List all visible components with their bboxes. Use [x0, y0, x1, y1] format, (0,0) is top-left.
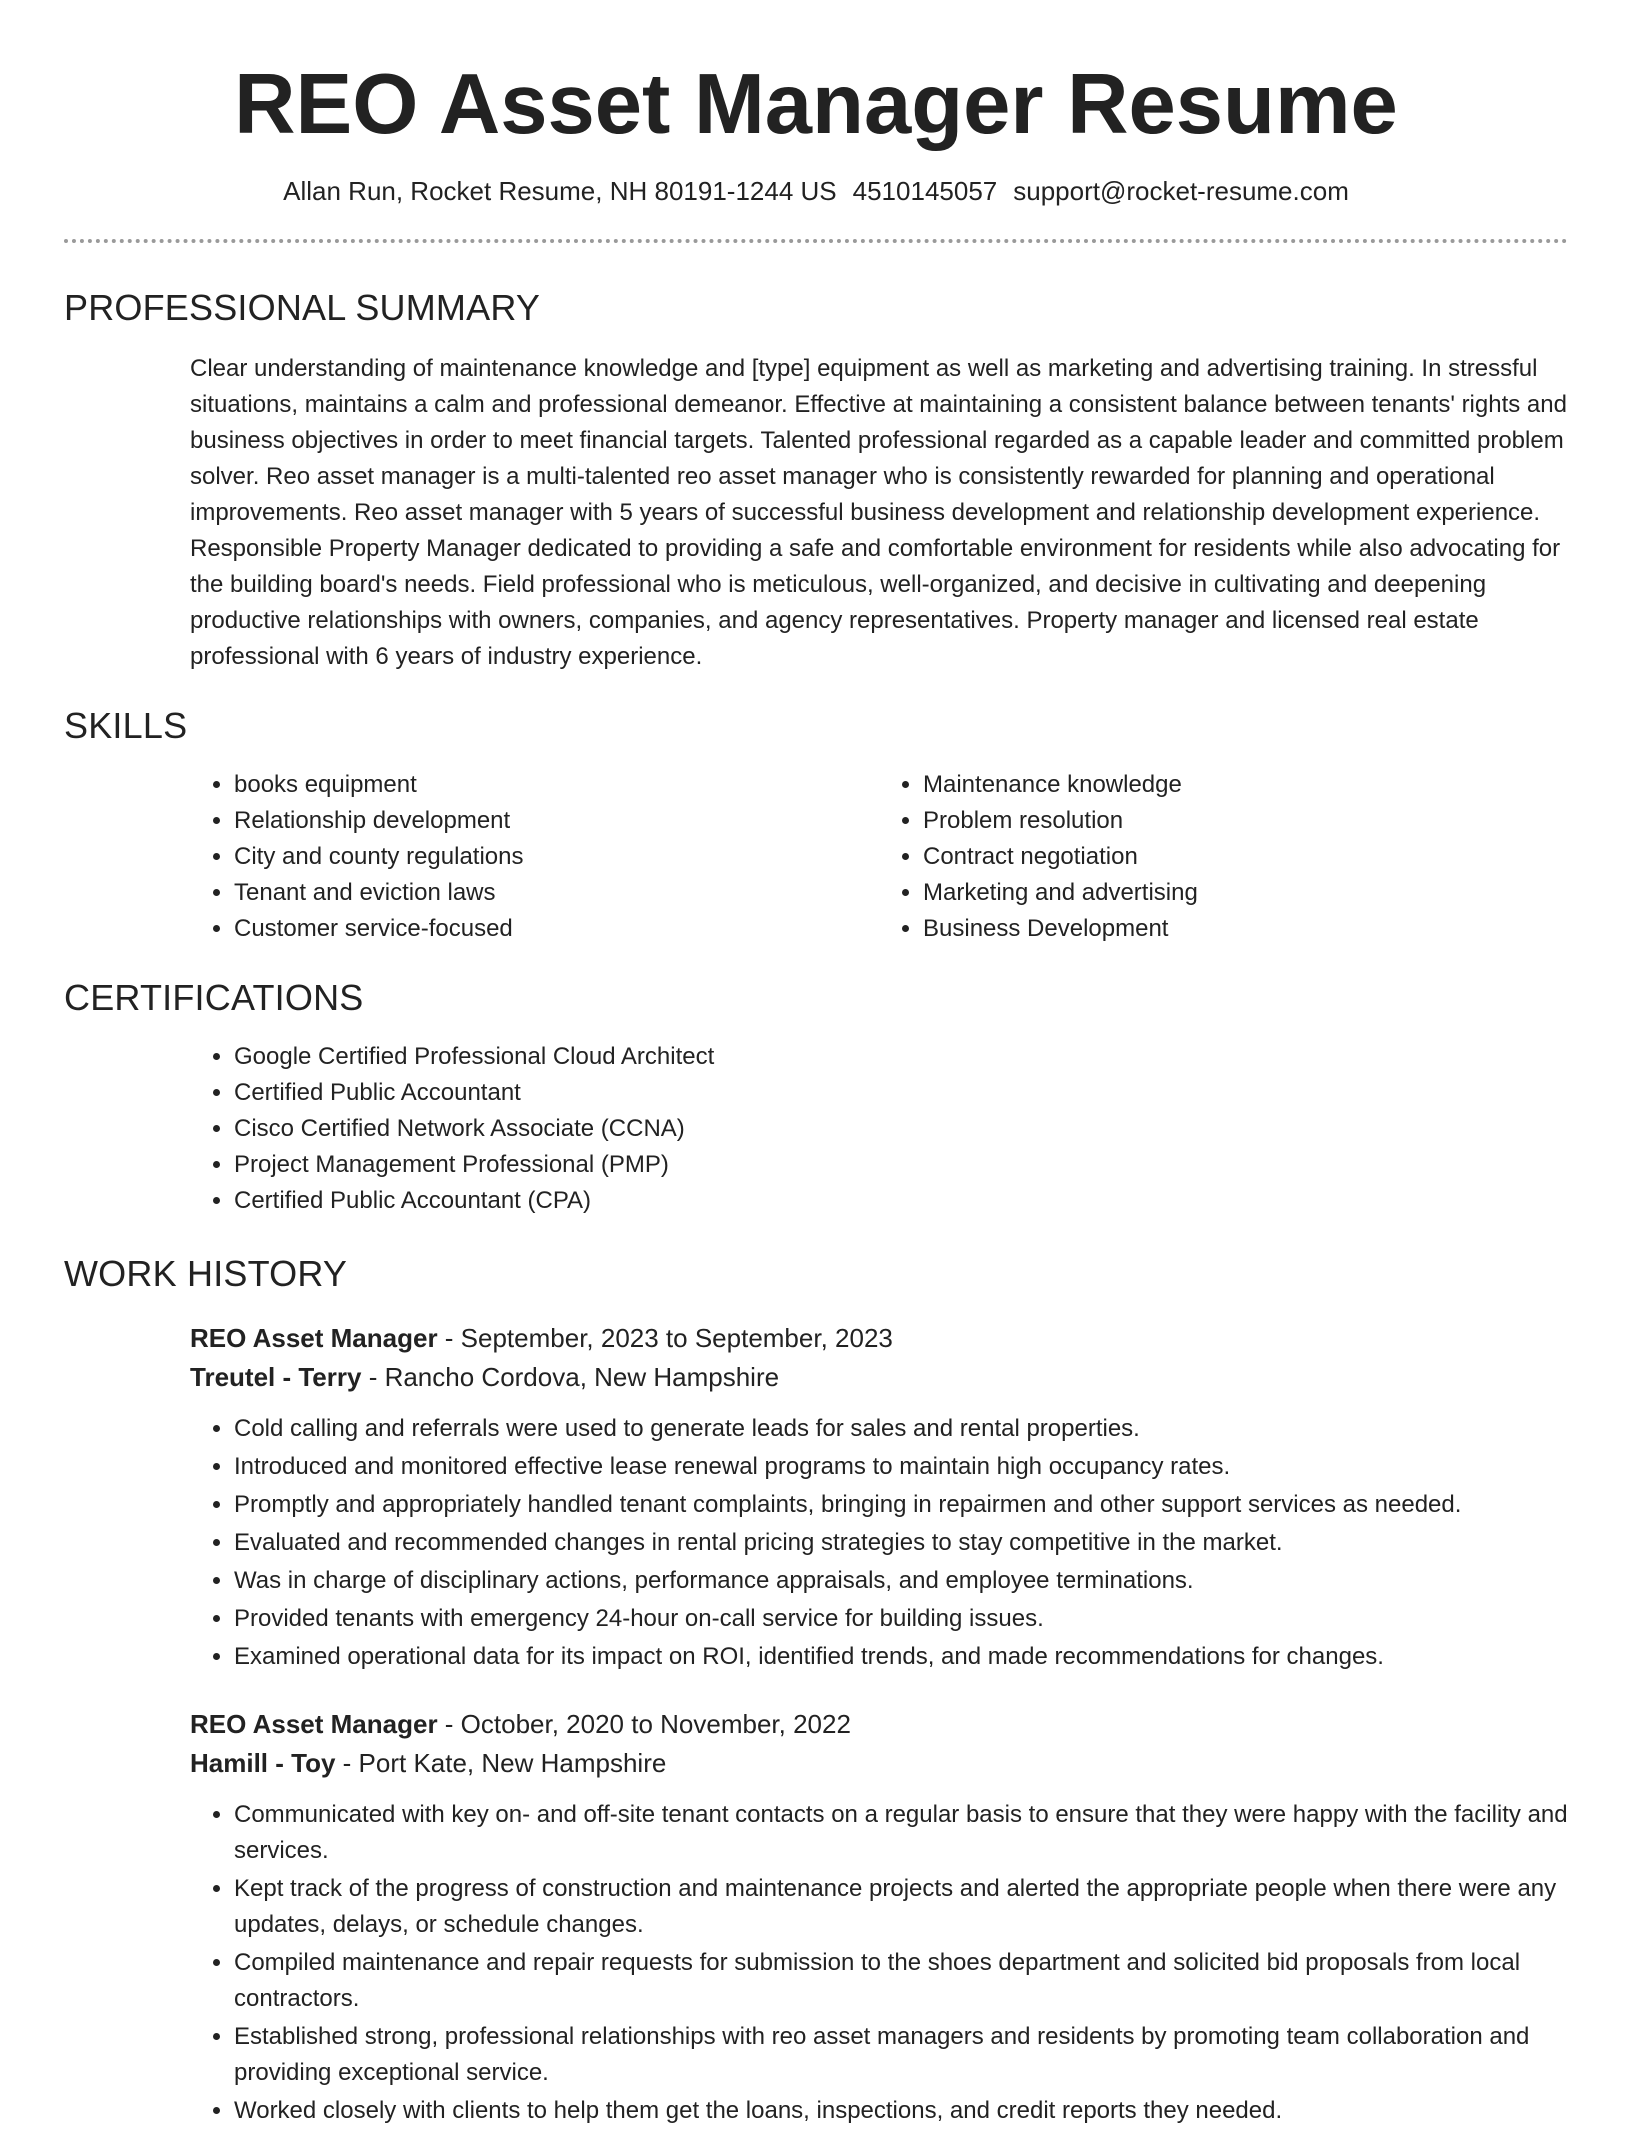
contact-phone: 4510145057 [852, 175, 998, 206]
job-duty-item: • Established strong, professional relationships with reo asset managers and residents by promoting team collaboration and providing exceptional service. [234, 2019, 1568, 2091]
job-duty-item: • Communicated with key on- and off-site tenant contacts on a regular basis to ensure that they were happy with the facility and services. [234, 1797, 1568, 1869]
job-duty-item: • Introduced and monitored effective lease renewal programs to maintain high occupancy rates. [234, 1449, 1568, 1485]
job-duty-item: • Provided tenants with emergency 24-hour on-call service for building issues. [234, 1601, 1568, 1637]
skill-item: • City and county regulations [234, 839, 879, 875]
skills-list-right [879, 767, 1568, 947]
skill-item: • Contract negotiation [923, 839, 1568, 875]
job-company-line [190, 1358, 1568, 1397]
job-duties-list [190, 1411, 1568, 1675]
job-location: - Rancho Cordova, New Hampshire [361, 1361, 780, 1392]
job-company: Hamill - Toy [190, 1747, 336, 1778]
certification-item: • Project Management Professional (PMP) [234, 1147, 1568, 1183]
job-location: - Port Kate, New Hampshire [335, 1747, 667, 1778]
job-entry [190, 1319, 1568, 1675]
job-duties-list [190, 1797, 1568, 2129]
job-dates: - September, 2023 to September, 2023 [437, 1322, 893, 1353]
job-duty-item: • Compiled maintenance and repair requests for submission to the shoes department and solicited bid proposals from local contractors. [234, 1945, 1568, 2017]
certification-item: • Certified Public Accountant (CPA) [234, 1183, 1568, 1219]
job-company: Treutel - Terry [190, 1361, 362, 1392]
skill-item: • Business Development [923, 911, 1568, 947]
job-title: REO Asset Manager [190, 1322, 438, 1353]
job-dates: - October, 2020 to November, 2022 [437, 1708, 851, 1739]
contact-address: Allan Run, Rocket Resume, NH 80191-1244 US [283, 175, 837, 206]
job-entry [190, 1705, 1568, 2129]
skills-grid [190, 767, 1568, 947]
job-duty-item: • Promptly and appropriately handled tenant complaints, bringing in repairmen and other support services as needed. [234, 1487, 1568, 1523]
skill-item: • Problem resolution [923, 803, 1568, 839]
job-company-line [190, 1744, 1568, 1783]
section-heading-summary: PROFESSIONAL SUMMARY [64, 286, 541, 328]
job-title-line [190, 1705, 1568, 1744]
certifications-list [190, 1039, 1568, 1219]
job-duty-item: • Kept track of the progress of construction and maintenance projects and alerted the appropriate people when there were any updates, delays, or schedule changes. [234, 1871, 1568, 1943]
skill-item: • Relationship development [234, 803, 879, 839]
section-heading-certifications: CERTIFICATIONS [64, 976, 364, 1018]
skills-list-left [190, 767, 879, 947]
job-title: REO Asset Manager [190, 1708, 438, 1739]
section-heading-work-history: WORK HISTORY [64, 1252, 348, 1294]
skill-item: • Tenant and eviction laws [234, 875, 879, 911]
certification-item: • Cisco Certified Network Associate (CCNA) [234, 1111, 1568, 1147]
skill-item: • Maintenance knowledge [923, 767, 1568, 803]
skill-item: • Marketing and advertising [923, 875, 1568, 911]
header-divider [64, 239, 1568, 243]
job-duty-item: • Was in charge of disciplinary actions, performance appraisals, and employee terminations. [234, 1563, 1568, 1599]
job-duty-item: • Worked closely with clients to help them get the loans, inspections, and credit reports they needed. [234, 2093, 1568, 2129]
summary-text: Clear understanding of maintenance knowledge and [type] equipment as well as marketing and advertising training. In stressful situations, maintains a calm and professional demeanor. Effective at maintaining a consistent balance between tenants' rights and business objectives in order to meet financial targets. Talented professional regarded as a capable leader and committed problem solver. Reo asset manager is a multi-talented reo asset manager who is consistently rewarded for planning and operational improvements. Reo asset manager with 5 years of successful business development and relationship development experience. Responsible Property Manager dedicated to providing a safe and comfortable environment for residents while also advocating for the building board's needs. Field professional who is meticulous, well-organized, and decisive in cultivating and deepening productive relationships with owners, companies, and agency representatives. Property manager and licensed real estate professional with 6 years of industry experience. [190, 354, 1567, 670]
job-duty-item: • Cold calling and referrals were used to generate leads for sales and rental properties. [234, 1411, 1568, 1447]
certification-item: • Certified Public Accountant [234, 1075, 1568, 1111]
job-title-line [190, 1319, 1568, 1358]
skill-item: • Customer service-focused [234, 911, 879, 947]
contact-email: support@rocket-resume.com [1013, 175, 1349, 206]
certification-item: • Google Certified Professional Cloud Architect [234, 1039, 1568, 1075]
skill-item: • books equipment [234, 767, 879, 803]
page-title: REO Asset Manager Resume [234, 57, 1398, 152]
contact-info [64, 176, 1568, 207]
job-duty-item: • Evaluated and recommended changes in rental pricing strategies to stay competitive in the market. [234, 1525, 1568, 1561]
section-heading-skills: SKILLS [64, 704, 188, 746]
job-duty-item: • Examined operational data for its impact on ROI, identified trends, and made recommendations for changes. [234, 1639, 1568, 1675]
